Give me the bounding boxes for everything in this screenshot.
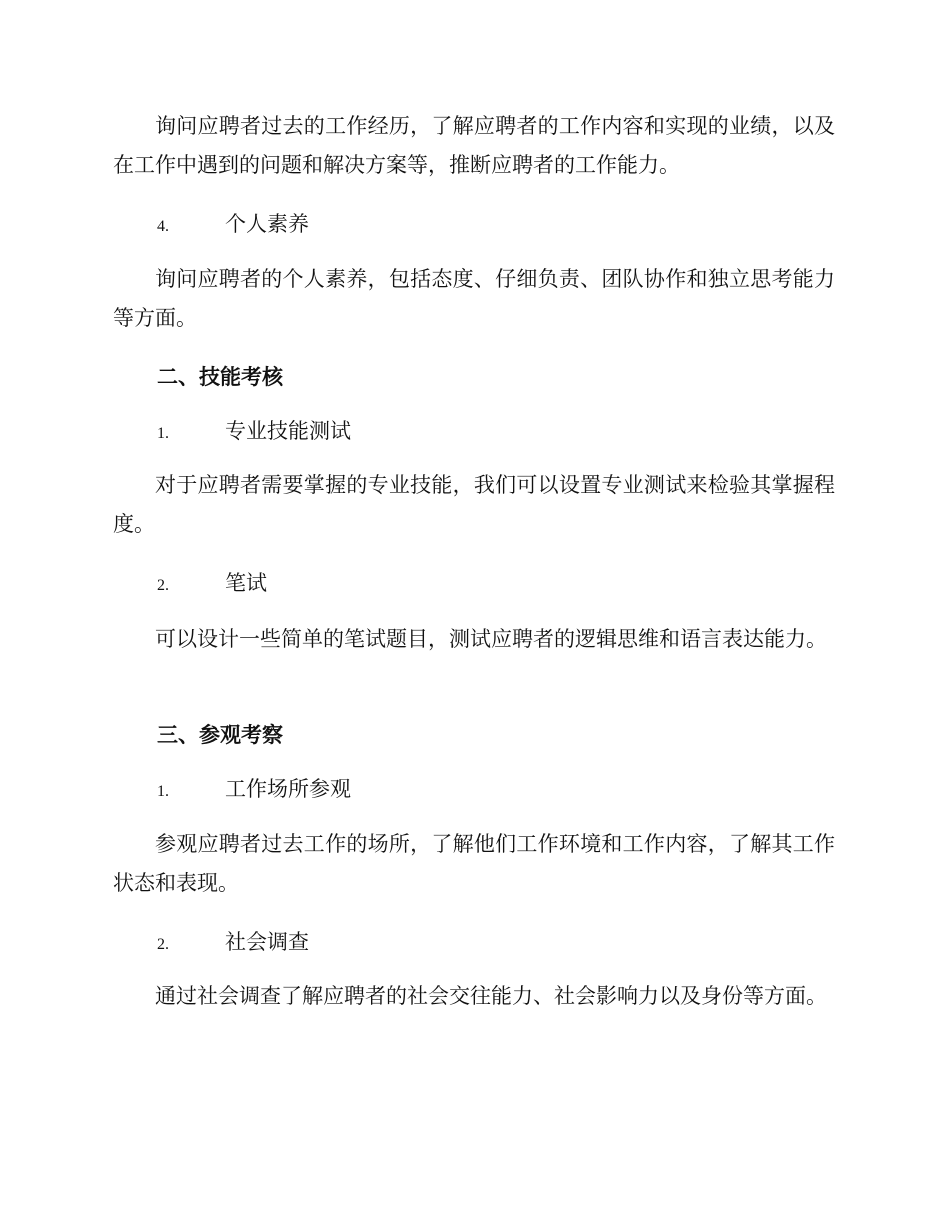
section-heading-site-visit: 三、参观考察 <box>157 722 283 747</box>
list-item-label: 个人素养 <box>225 212 309 236</box>
list-item-label: 社会调查 <box>225 930 309 954</box>
paragraph-workplace-visit: 参观应聘者过去工作的场所，了解他们工作环境和工作内容，了解其工作状态和表现。 <box>113 832 835 895</box>
list-item-label: 工作场所参观 <box>225 777 351 801</box>
list-number: 4. <box>157 218 169 235</box>
list-item-label: 专业技能测试 <box>225 419 351 443</box>
list-number: 2. <box>157 936 169 953</box>
list-number: 1. <box>157 783 169 800</box>
paragraph-professional-test: 对于应聘者需要掌握的专业技能，我们可以设置专业测试来检验其掌握程度。 <box>113 473 835 536</box>
paragraph-personal-quality: 询问应聘者的个人素养，包括态度、仔细负责、团队协作和独立思考能力等方面。 <box>113 267 835 330</box>
list-item-professional-test <box>157 416 351 446</box>
paragraph-social-survey: 通过社会调查了解应聘者的社会交往能力、社会影响力以及身份等方面。 <box>155 984 827 1008</box>
list-number: 1. <box>157 425 169 442</box>
list-item-personal-quality <box>157 209 309 239</box>
list-number: 2. <box>157 577 169 594</box>
list-item-label: 笔试 <box>225 571 267 595</box>
list-item-written-test <box>157 568 267 598</box>
list-item-workplace-visit <box>157 774 351 804</box>
list-item-social-survey <box>157 927 309 957</box>
section-heading-skill-assessment: 二、技能考核 <box>157 364 283 389</box>
paragraph-written-test: 可以设计一些简单的笔试题目，测试应聘者的逻辑思维和语言表达能力。 <box>155 627 827 651</box>
paragraph-work-experience: 询问应聘者过去的工作经历，了解应聘者的工作内容和实现的业绩，以及在工作中遇到的问题和解决方案等，推断应聘者的工作能力。 <box>113 114 835 177</box>
